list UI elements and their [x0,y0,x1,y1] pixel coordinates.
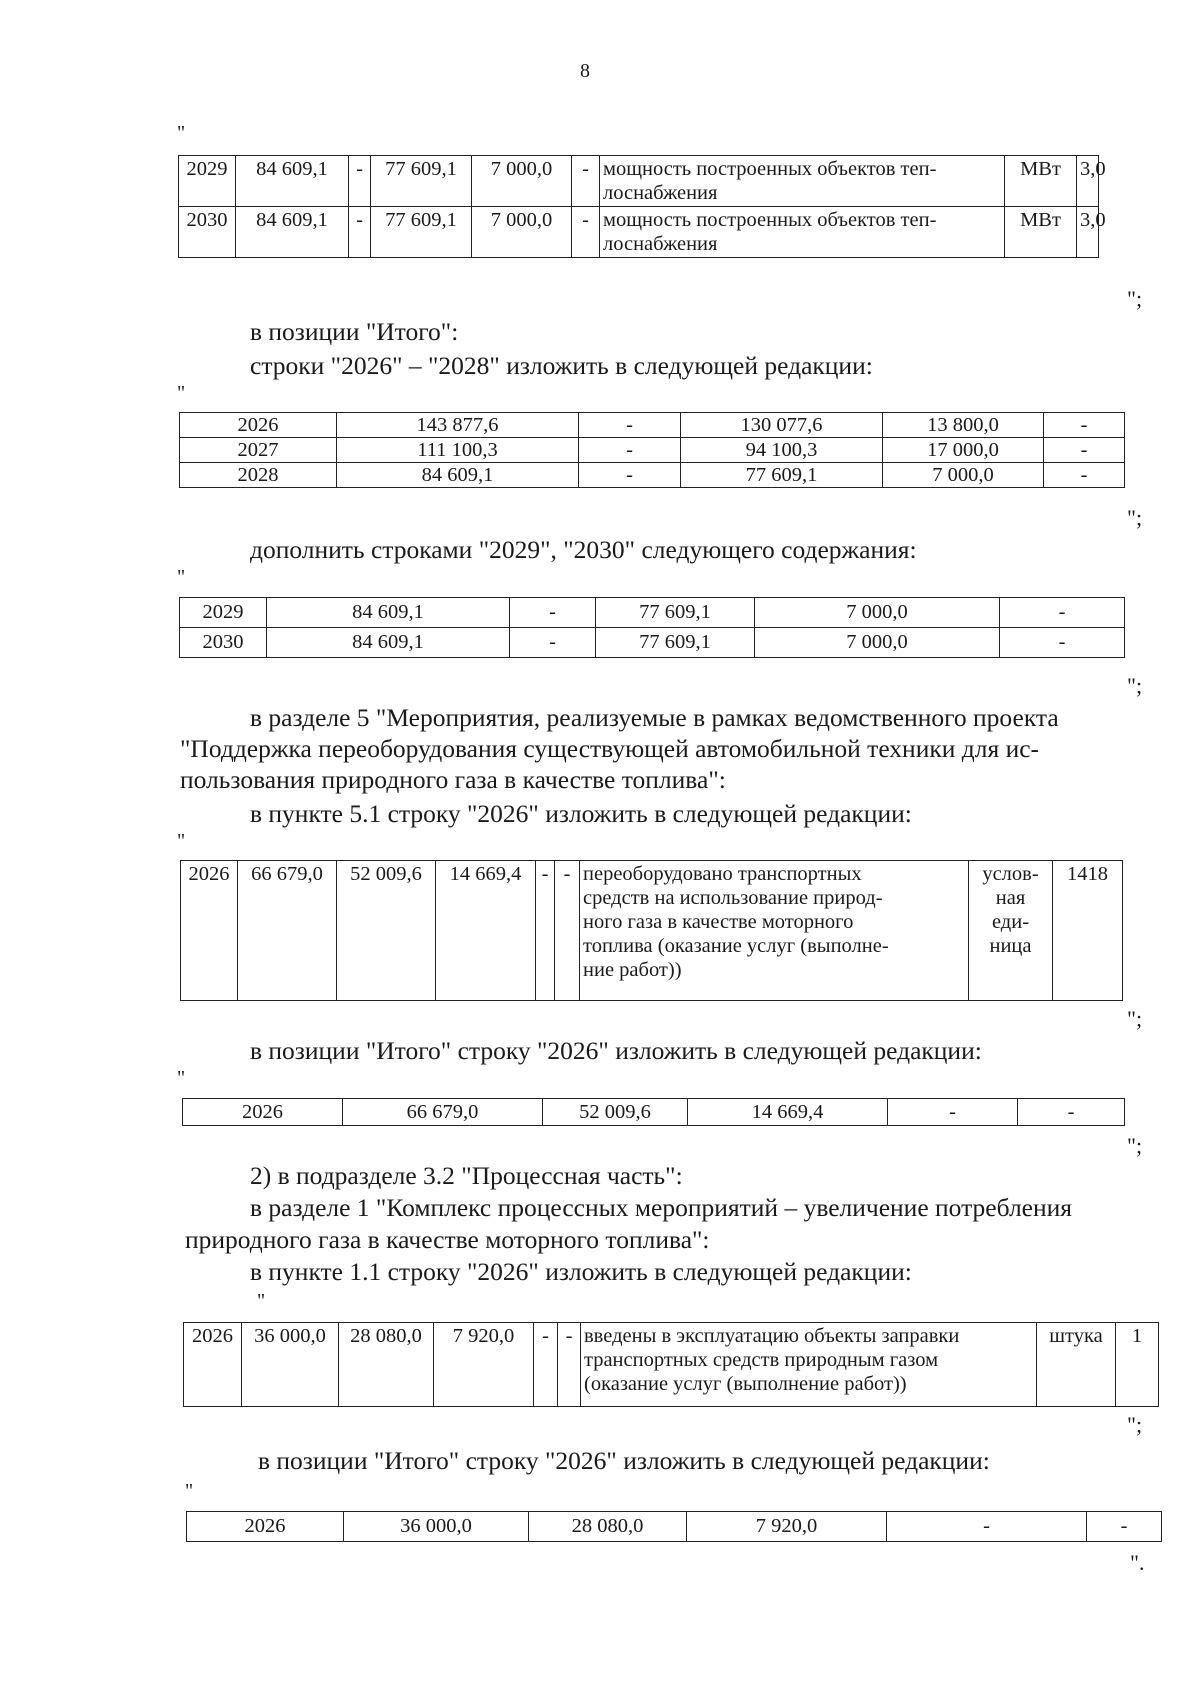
federal-cell: - [579,413,681,438]
regional-cell: 130 077,6 [681,413,883,438]
year-cell: 2028 [180,463,337,488]
paragraph: в позиции "Итого" строку "2026" изложить в следующей редакции: [258,1446,990,1475]
local-cell: - [534,1323,558,1407]
table-b [179,412,1125,488]
federal-cell: - [349,207,371,258]
unit-line: ница [989,935,1032,957]
description-line: переоборудовано транспортных [583,863,862,885]
table-row [184,1323,1159,1407]
regional-cell: 14 669,4 [436,861,536,1001]
open-quote: " [177,122,186,144]
local-cell: 7 000,0 [883,463,1044,488]
total-cell: 84 609,1 [267,598,510,628]
other-cell: - [1000,598,1125,628]
table-d [180,860,1123,1001]
open-quote: " [177,566,186,588]
regional-cell: 94 100,3 [681,438,883,463]
federal-cell: - [510,598,596,628]
table-row [180,413,1125,438]
unit-line: ная [995,887,1026,909]
table-row [187,1512,1162,1542]
close-quote: "; [1127,286,1143,311]
other-cell: - [1018,1099,1125,1126]
description-line: ние работ)) [583,959,682,981]
paragraph: в пункте 5.1 строку "2026" изложить в следующей редакции: [250,799,912,828]
total-cell: 84 609,1 [337,463,579,488]
description-line: введены в эксплуатацию объекты заправки [584,1325,960,1347]
value-cell: 3,0 [1077,207,1099,258]
table-c [179,597,1125,658]
unit-line: услов- [982,863,1039,885]
paragraph: в пункте 1.1 строку "2026" изложить в следующей редакции: [250,1257,912,1286]
table-row [179,156,1099,207]
other-cell: - [1044,413,1125,438]
unit-cell: МВт [1005,207,1077,258]
regional-cell: 14 669,4 [688,1099,888,1126]
regional-cell: 7 920,0 [687,1512,887,1542]
federal-cell: - [579,463,681,488]
unit-cell [969,861,1053,1001]
table-row [179,207,1099,258]
local-cell: 13 800,0 [883,413,1044,438]
description-line: средств на использование природ- [583,887,883,909]
table-f [183,1322,1159,1407]
federal-cell: - [510,628,596,658]
close-quote: "; [1127,1412,1143,1437]
federal-cell: 28 080,0 [339,1323,434,1407]
unit-cell: МВт [1005,156,1077,207]
table-row [180,463,1125,488]
open-quote: " [177,830,186,852]
total-cell: 66 679,0 [238,861,337,1001]
year-cell: 2030 [179,207,236,258]
local-cell: 7 000,0 [755,628,1000,658]
local-cell: - [887,1512,1087,1542]
open-quote: " [177,382,186,404]
regional-cell: 77 609,1 [596,628,755,658]
close-quote: "; [1127,505,1143,530]
local-cell: 7 000,0 [755,598,1000,628]
open-quote: " [177,1067,186,1089]
table-g [186,1511,1162,1542]
year-cell: 2030 [180,628,267,658]
year-cell: 2026 [183,1099,343,1126]
local-cell: 17 000,0 [883,438,1044,463]
description-line: мощность построенных объектов теп- [603,158,937,180]
federal-cell: - [579,438,681,463]
year-cell: 2027 [180,438,337,463]
total-cell: 111 100,3 [337,438,579,463]
federal-cell: - [349,156,371,207]
description-line: ного газа в качестве моторного [583,911,854,933]
local-cell: - [888,1099,1018,1126]
value-cell: 1418 [1053,861,1123,1001]
federal-cell: 28 080,0 [529,1512,687,1542]
description-line: (оказание услуг (выполнение работ)) [584,1373,907,1395]
unit-line: еди- [991,911,1030,933]
other-cell: - [558,1323,581,1407]
description-cell [581,1323,1037,1407]
close-quote: "; [1127,1133,1143,1158]
total-cell: 36 000,0 [344,1512,529,1542]
federal-cell: 52 009,6 [543,1099,688,1126]
regional-cell: 77 609,1 [371,207,472,258]
regional-cell: 77 609,1 [371,156,472,207]
local-cell: - [536,861,555,1001]
total-cell: 84 609,1 [236,156,349,207]
table-row [180,628,1125,658]
other-cell: - [572,156,600,207]
year-cell: 2026 [187,1512,344,1542]
table-a [178,155,1106,258]
year-cell: 2029 [179,156,236,207]
paragraph: в позиции "Итого": [250,317,459,346]
unit-cell: штука [1037,1323,1116,1407]
open-quote: " [257,1290,266,1312]
total-cell: 84 609,1 [236,207,349,258]
table-row [180,598,1125,628]
other-cell: - [555,861,580,1001]
year-cell: 2026 [181,861,238,1001]
other-cell: - [1044,438,1125,463]
table-e [182,1098,1125,1126]
year-cell: 2026 [184,1323,242,1407]
regional-cell: 77 609,1 [681,463,883,488]
federal-cell: 52 009,6 [337,861,436,1001]
paragraph: в разделе 1 "Комплекс процессных мероприятий – увеличение потребления [250,1193,1073,1222]
paragraph: пользования природного газа в качестве топлива": [180,765,726,794]
description-cell [600,156,1005,207]
close-quote: ". [1130,1550,1145,1575]
other-cell: - [1000,628,1125,658]
total-cell: 36 000,0 [242,1323,339,1407]
description-cell [600,207,1005,258]
open-quote: " [185,1480,194,1502]
paragraph: "Поддержка переоборудования существующей автомобильной техники для ис- [180,734,1040,763]
description-line: лоснабжения [603,233,718,255]
other-cell: - [1087,1512,1162,1542]
paragraph: природного газа в качестве моторного топлива": [185,1225,710,1254]
paragraph: 2) в подразделе 3.2 "Процессная часть": [250,1161,683,1190]
other-cell: - [572,207,600,258]
close-quote: "; [1127,1006,1143,1031]
total-cell: 143 877,6 [337,413,579,438]
description-line: лоснабжения [603,182,718,204]
other-cell: - [1044,463,1125,488]
total-cell: 84 609,1 [267,628,510,658]
year-cell: 2026 [180,413,337,438]
table-row [181,861,1123,1001]
description-line: транспортных средств природным газом [584,1349,939,1371]
local-cell: 7 000,0 [472,156,572,207]
local-cell: 7 000,0 [472,207,572,258]
description-line: топлива (оказание услуг (выполне- [583,935,889,957]
total-cell: 66 679,0 [343,1099,543,1126]
regional-cell: 7 920,0 [434,1323,534,1407]
table-row [180,438,1125,463]
paragraph: в позиции "Итого" строку "2026" изложить в следующей редакции: [250,1036,982,1065]
description-cell [580,861,969,1001]
table-row [183,1099,1125,1126]
year-cell: 2029 [180,598,267,628]
value-cell: 1 [1116,1323,1159,1407]
regional-cell: 77 609,1 [596,598,755,628]
paragraph: строки "2026" – "2028" изложить в следующей редакции: [250,351,873,380]
description-line: мощность построенных объектов теп- [603,209,937,231]
paragraph: в разделе 5 "Мероприятия, реализуемые в рамках ведомственного проекта [250,703,1059,732]
close-quote: "; [1127,673,1143,698]
value-cell: 3,0 [1077,156,1099,207]
paragraph: дополнить строками "2029", "2030" следующего содержания: [250,535,917,564]
page-number: 8 [580,60,590,82]
